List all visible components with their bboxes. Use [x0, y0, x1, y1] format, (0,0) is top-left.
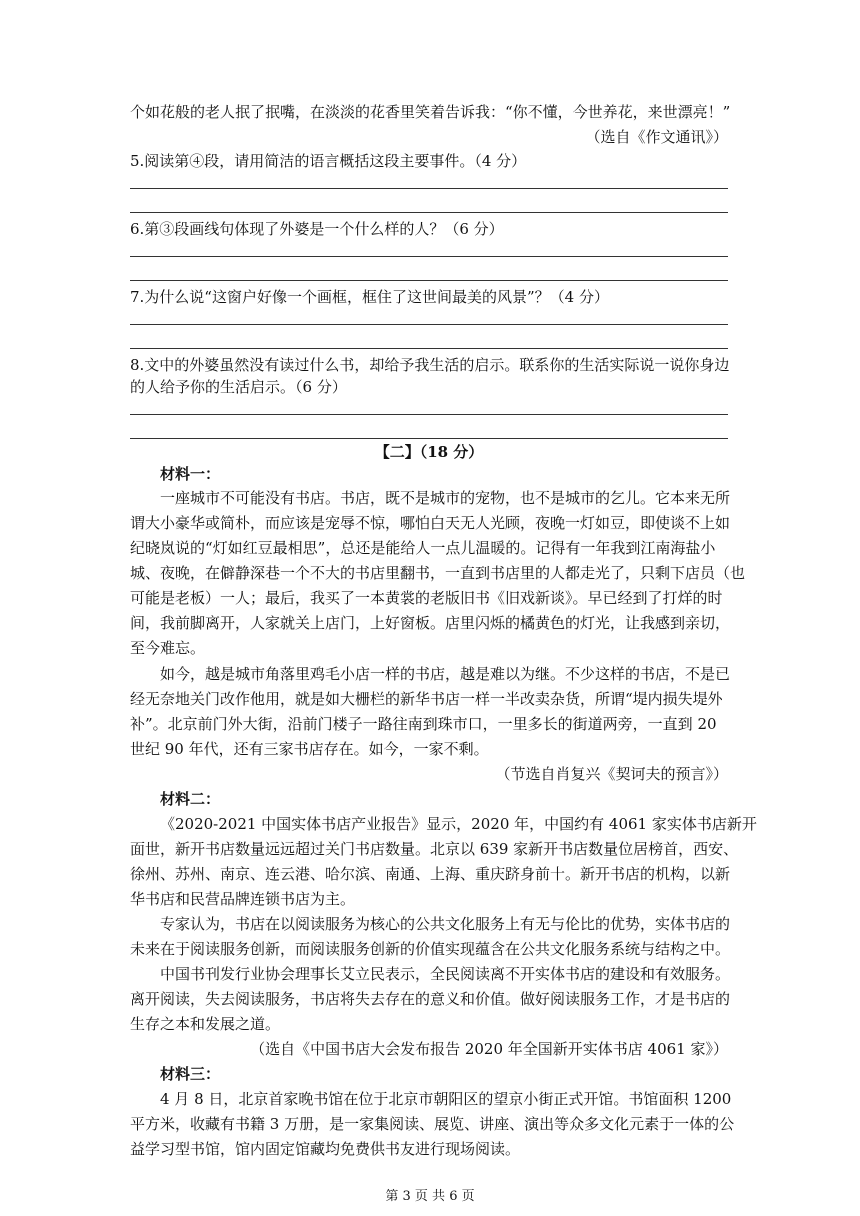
material-1-line: 补”。北京前门外大街，沿前门楼子一路往南到珠市口，一里多长的街道两旁，一直到 20: [130, 715, 717, 733]
material-1-line: 如今，越是城市角落里鸡毛小店一样的书店，越是难以为继。不少这样的书店，不是已: [160, 665, 731, 683]
answer-line-q8-1[interactable]: [130, 414, 728, 415]
material-3-line: 平方米，收藏有书籍 3 万册，是一家集阅读、展览、讲座、演出等众多文化元素于一体的公: [130, 1115, 735, 1133]
answer-line-q5-2[interactable]: [130, 212, 728, 213]
material-1-source: （节选自肖复兴《契诃夫的预言》）: [495, 765, 728, 783]
material-2-line: 徐州、苏州、南京、连云港、哈尔滨、南通、上海、重庆跻身前十。新开书店的机构，以新: [130, 865, 731, 883]
material-2-line: 面世，新开书店数量远远超过关门书店数量。北京以 639 家新开书店数量位居榜首，西安、: [130, 840, 739, 858]
question-7: 7.为什么说“这窗户好像一个画框，框住了这世间最美的风景”？（4 分）: [130, 288, 609, 306]
material-1-line: 城、夜晚，在僻静深巷一个不大的书店里翻书，一直到书店里的人都走光了，只剩下店员（也: [130, 564, 746, 582]
material-1-line: 一座城市不可能没有书店。书店，既不是城市的宠物，也不是城市的乞儿。它本来无所: [160, 489, 731, 507]
material-2-source: （选自《中国书店大会发布报告 2020 年全国新开实体书店 4061 家》）: [250, 1040, 728, 1058]
answer-line-q7-2[interactable]: [130, 348, 728, 349]
story-source: （选自《作文通讯》）: [585, 128, 728, 146]
answer-line-q5-1[interactable]: [130, 188, 728, 189]
material-1-line: 可能是老板）一人；最后，我买了一本黄裳的老版旧书《旧戏新谈》。早已经到了打烊的时: [130, 589, 723, 607]
answer-line-q8-2[interactable]: [130, 438, 728, 439]
material-1-line: 至今难忘。: [130, 639, 206, 657]
material-3-line: 益学习型书馆，馆内固定馆藏均免费供书友进行现场阅读。: [130, 1140, 521, 1158]
answer-line-q7-1[interactable]: [130, 324, 728, 325]
material-1-line: 间，我前脚离开，人家就关上店门，上好窗板。店里闪烁的橘黄色的灯光，让我感到亲切，: [130, 614, 731, 632]
answer-line-q6-2[interactable]: [130, 280, 728, 281]
material-2-line: 未来在于阅读服务创新，而阅读服务创新的价值实现蕴含在公共文化服务系统与结构之中。: [130, 940, 731, 958]
answer-line-q6-1[interactable]: [130, 256, 728, 257]
material-2-line: 中国书刊发行业协会理事长艾立民表示，全民阅读离不开实体书店的建设和有效服务。: [160, 965, 731, 983]
section-2-heading: 【二】（18 分）: [374, 443, 484, 461]
material-3-line: 4 月 8 日，北京首家晚书馆在位于北京市朝阳区的望京小街正式开馆。书馆面积 1200: [160, 1090, 732, 1108]
story-ending-line: 个如花般的老人抿了抿嘴，在淡淡的花香里笑着告诉我：“你不懂，今世养花，来世漂亮！”: [130, 103, 731, 121]
material-1-line: 世纪 90 年代，还有三家书店存在。如今，一家不剩。: [130, 740, 489, 758]
question-8-line-2: 的人给予你的生活启示。（6 分）: [130, 378, 347, 396]
material-1-line: 谓大小豪华或简朴，而应该是宠辱不惊，哪怕白天无人光顾，夜晚一灯如豆，即使谈不上如: [130, 514, 731, 532]
material-2-line: 华书店和民营品牌连锁书店为主。: [130, 890, 356, 908]
question-6: 6.第③段画线句体现了外婆是一个什么样的人？（6 分）: [130, 220, 504, 238]
question-8-line-1: 8.文中的外婆虽然没有读过什么书，却给予我生活的启示。联系你的生活实际说一说你身边: [130, 356, 730, 374]
material-2-line: 《2020-2021 中国实体书店产业报告》显示，2020 年，中国约有 4061 家实体书店新开: [160, 815, 757, 833]
material-3-title: 材料三：: [160, 1065, 221, 1083]
material-1-line: 经无奈地关门改作他用，就是如大栅栏的新华书店一样一半改卖杂货，所谓“堤内损失堤外: [130, 690, 723, 708]
material-2-title: 材料二：: [160, 790, 221, 808]
material-2-line: 离开阅读，失去阅读服务，书店将失去存在的意义和价值。做好阅读服务工作，才是书店的: [130, 990, 731, 1008]
material-2-line: 生存之本和发展之道。: [130, 1015, 281, 1033]
material-1-line: 纪晓岚说的“灯如红豆最相思”，总还是能给人一点儿温暖的。记得有一年我到江南海盐小: [130, 539, 716, 557]
material-1-title: 材料一：: [160, 465, 221, 483]
page-number-footer: 第 3 页 共 6 页: [385, 1189, 475, 1204]
material-2-line: 专家认为，书店在以阅读服务为核心的公共文化服务上有无与伦比的优势，实体书店的: [160, 915, 731, 933]
question-5: 5.阅读第④段，请用简洁的语言概括这段主要事件。（4 分）: [130, 152, 527, 170]
